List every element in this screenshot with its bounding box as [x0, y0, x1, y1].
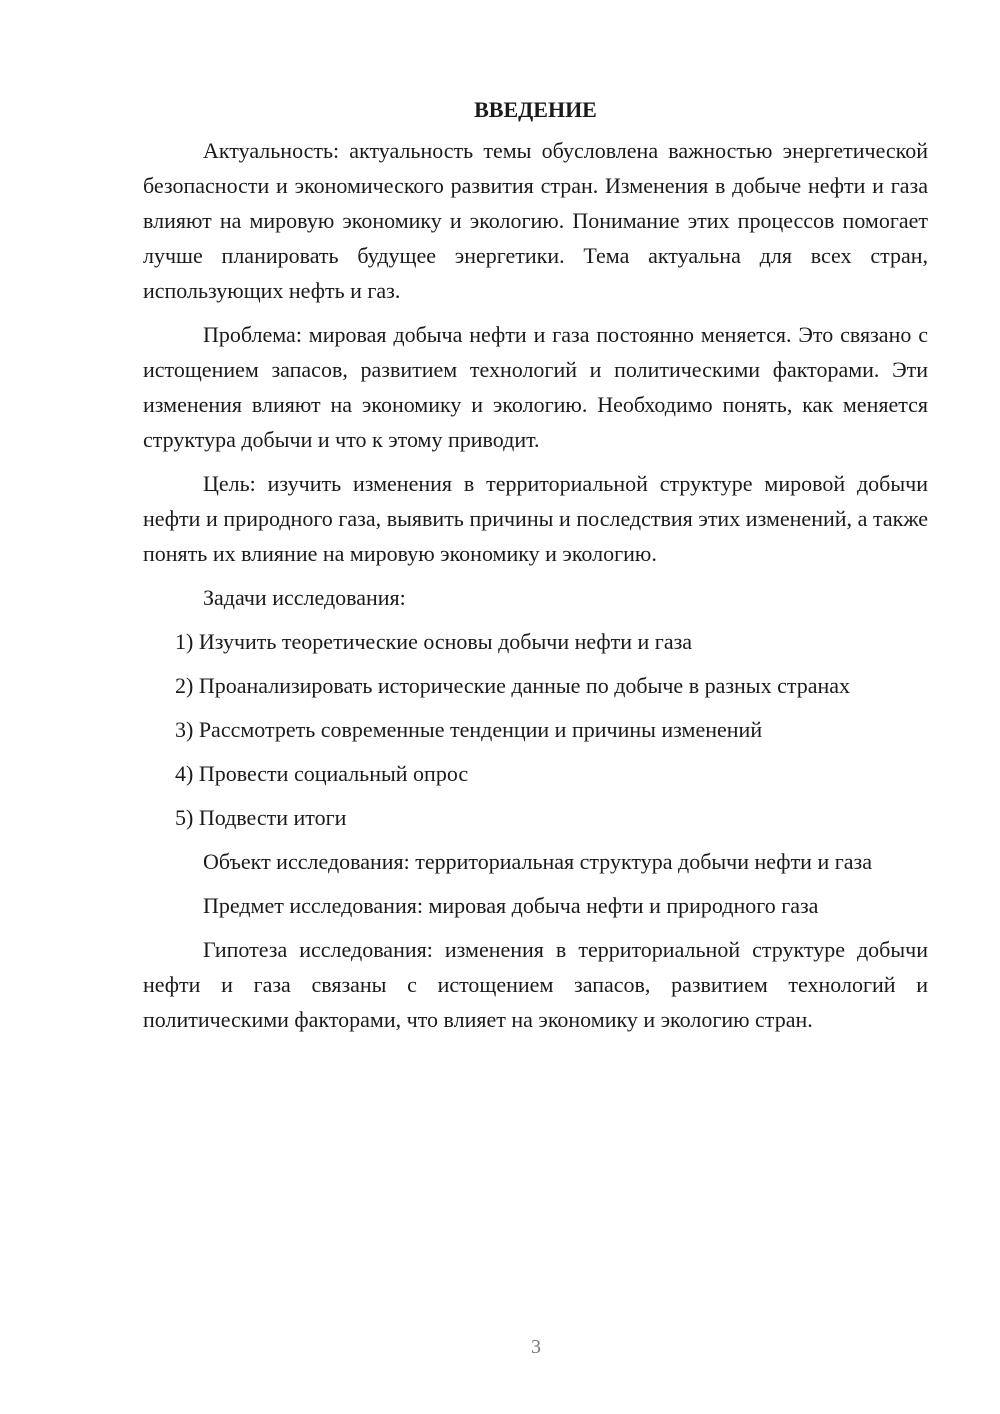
task-item-2: 2) Проанализировать исторические данные по добыче в разных странах	[175, 673, 851, 698]
paragraph-problem: Проблема: мировая добыча нефти и газа постоянно меняется. Это связано с истощением запасов, развитием технологий и политическими факторами. Эти изменения влияют на экономику и экологию. Необходимо понять, как меняется структура добычи и что к этому приводит.	[143, 322, 928, 452]
page-number: 3	[531, 1336, 541, 1358]
paragraph-relevance: Актуальность: актуальность темы обусловлена важностью энергетической безопасности и экономического развития стран. Изменения в добыче нефти и газа влияют на мировую экономику и экологию. Понимание этих процессов помогает лучше планировать будущее энергетики. Тема актуальна для всех стран, использующих нефть и газ.	[143, 138, 928, 303]
page-title: ВВЕДЕНИЕ	[474, 97, 597, 122]
task-item-3: 3) Рассмотреть современные тенденции и причины изменений	[175, 717, 763, 742]
paragraph-hypothesis: Гипотеза исследования: изменения в территориальной структуре добычи нефти и газа связаны с истощением запасов, развитием технологий и политическими факторами, что влияет на экономику и экологию стран.	[143, 937, 928, 1032]
paragraph-object: Объект исследования: территориальная структура добычи нефти и газа	[203, 849, 872, 874]
paragraph-tasks-heading: Задачи исследования:	[203, 585, 406, 610]
task-item-4: 4) Провести социальный опрос	[175, 761, 469, 786]
page-content	[143, 92, 928, 1046]
task-item-1: 1) Изучить теоретические основы добычи нефти и газа	[175, 629, 693, 654]
paragraph-subject: Предмет исследования: мировая добыча нефти и природного газа	[203, 893, 819, 918]
paragraph-goal: Цель: изучить изменения в территориальной структуре мировой добычи нефти и природного газа, выявить причины и последствия этих изменений, а также понять их влияние на мировую экономику и экологию.	[143, 471, 928, 566]
task-item-5: 5) Подвести итоги	[175, 805, 347, 830]
